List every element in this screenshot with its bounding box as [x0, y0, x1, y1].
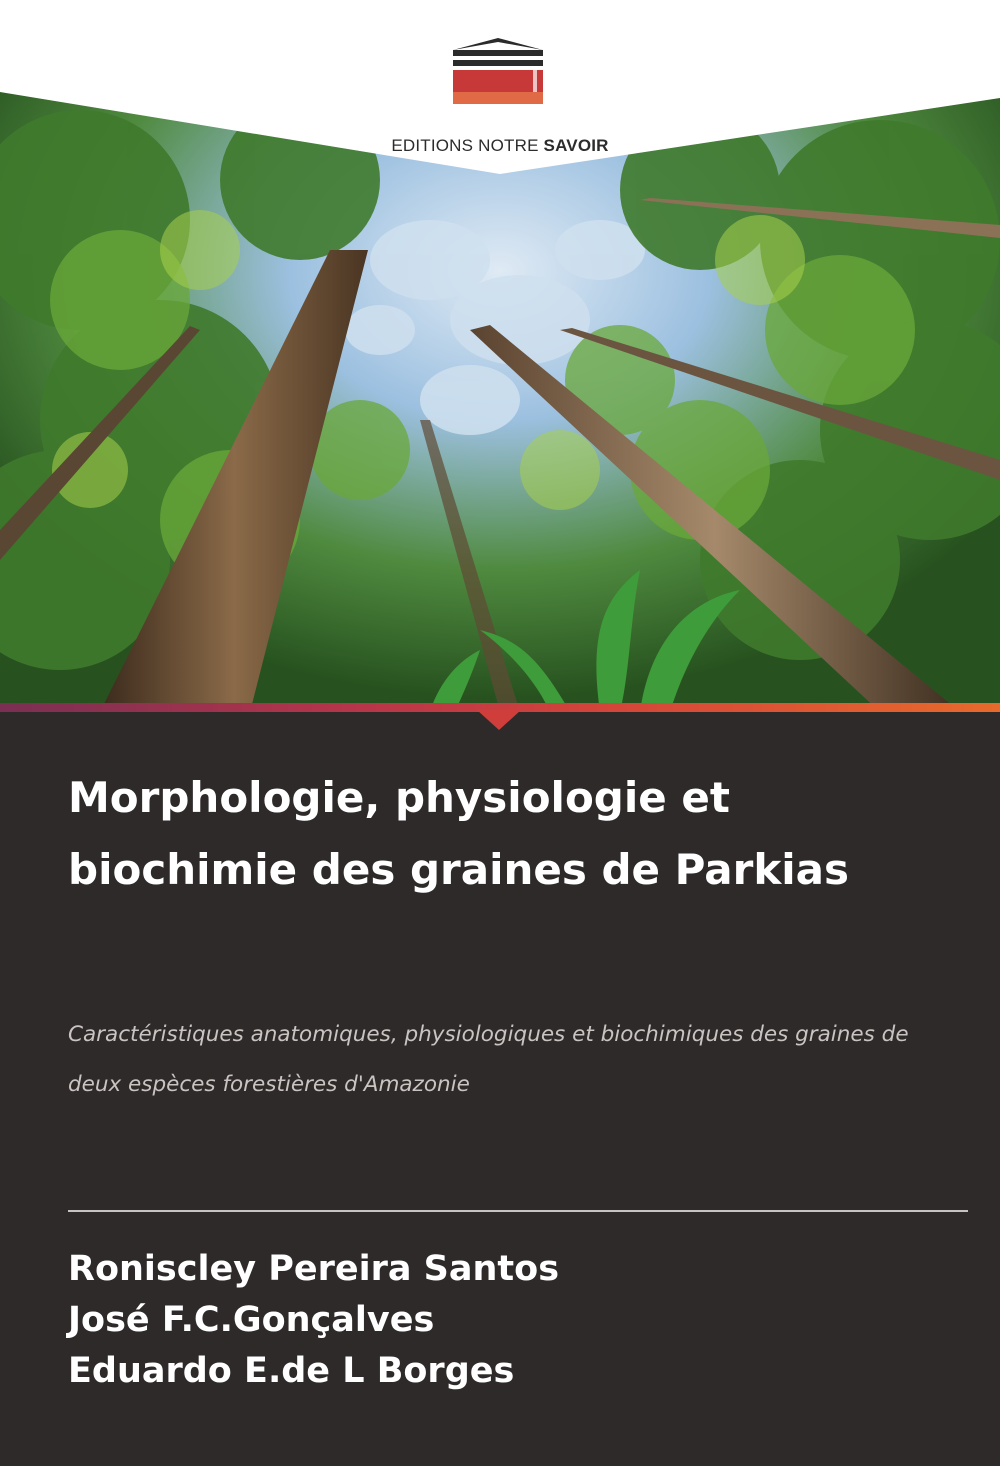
- publisher-logo: [0, 22, 1000, 155]
- author-name: Eduardo E.de L Borges: [68, 1351, 515, 1391]
- stacked-books-icon: [445, 28, 551, 124]
- publisher-name-emphasis: SAVOIR: [543, 136, 609, 155]
- publisher-name: [0, 136, 1000, 156]
- divider-line: [68, 1210, 968, 1212]
- author-name: Roniscley Pereira Santos: [68, 1249, 560, 1289]
- author-name: José F.C.Gonçalves: [68, 1300, 435, 1340]
- publisher-name-prefix: EDITIONS NOTRE: [391, 136, 544, 155]
- book-title: Morphologie, physiologie et biochimie des graines de Parkias: [68, 773, 850, 894]
- book-subtitle: Caractéristiques anatomiques, physiologiques et biochimiques des graines de deux espèces forestières d'Amazonie: [68, 1022, 909, 1097]
- author-list: [68, 1244, 968, 1397]
- accent-notch: [477, 710, 521, 730]
